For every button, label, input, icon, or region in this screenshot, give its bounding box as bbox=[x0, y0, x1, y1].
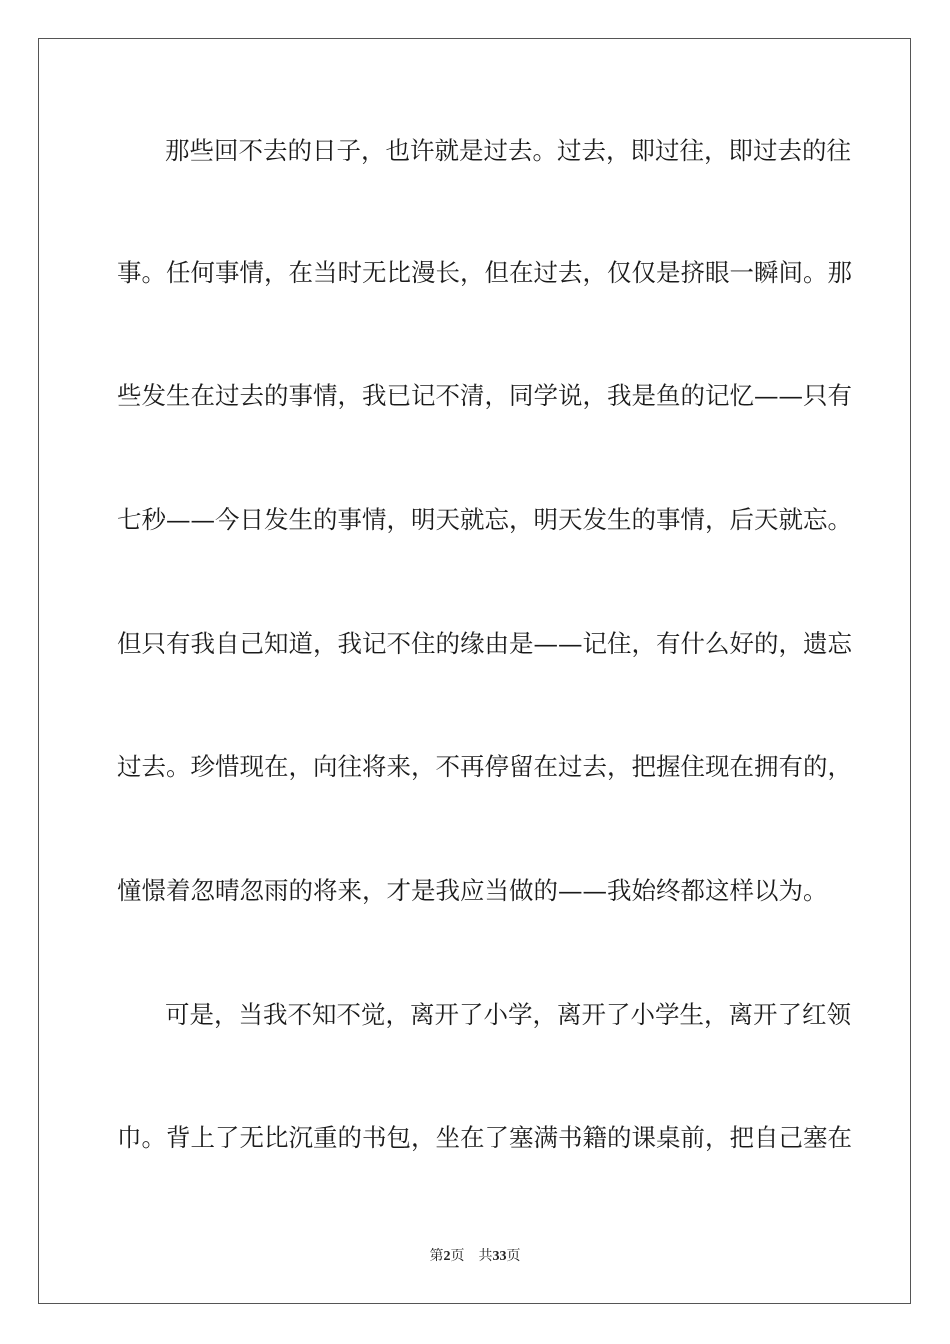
text-line-7: 憧憬着忽晴忽雨的将来，才是我应当做的——我始终都这样以为。 bbox=[117, 876, 828, 905]
page-footer bbox=[0, 1247, 950, 1266]
text-line-3: 些发生在过去的事情，我已记不清，同学说，我是鱼的记忆——只有 bbox=[117, 381, 852, 410]
page-label-prefix: 第 bbox=[429, 1248, 444, 1264]
text-line-5: 但只有我自己知道，我记不住的缘由是——记住，有什么好的，遗忘 bbox=[117, 629, 852, 658]
text-line-4: 七秒——今日发生的事情，明天就忘，明天发生的事情，后天就忘。 bbox=[117, 505, 852, 534]
page-number: 2 bbox=[443, 1249, 451, 1264]
page-label-suffix: 页 bbox=[450, 1248, 465, 1264]
page-border bbox=[38, 38, 911, 1304]
total-label-suffix: 页 bbox=[506, 1248, 521, 1264]
total-pages: 33 bbox=[492, 1249, 507, 1264]
text-line-8: 可是，当我不知不觉，离开了小学，离开了小学生，离开了红领 bbox=[165, 1000, 851, 1029]
text-line-6: 过去。珍惜现在，向往将来，不再停留在过去，把握住现在拥有的， bbox=[117, 752, 852, 781]
total-label-prefix: 共 bbox=[478, 1248, 493, 1264]
text-line-9: 巾。背上了无比沉重的书包，坐在了塞满书籍的课桌前，把自己塞在 bbox=[117, 1123, 852, 1152]
text-line-2: 事。任何事情，在当时无比漫长，但在过去，仅仅是挤眼一瞬间。那 bbox=[117, 258, 852, 287]
text-line-1: 那些回不去的日子，也许就是过去。过去，即过往，即过去的往 bbox=[165, 136, 851, 165]
